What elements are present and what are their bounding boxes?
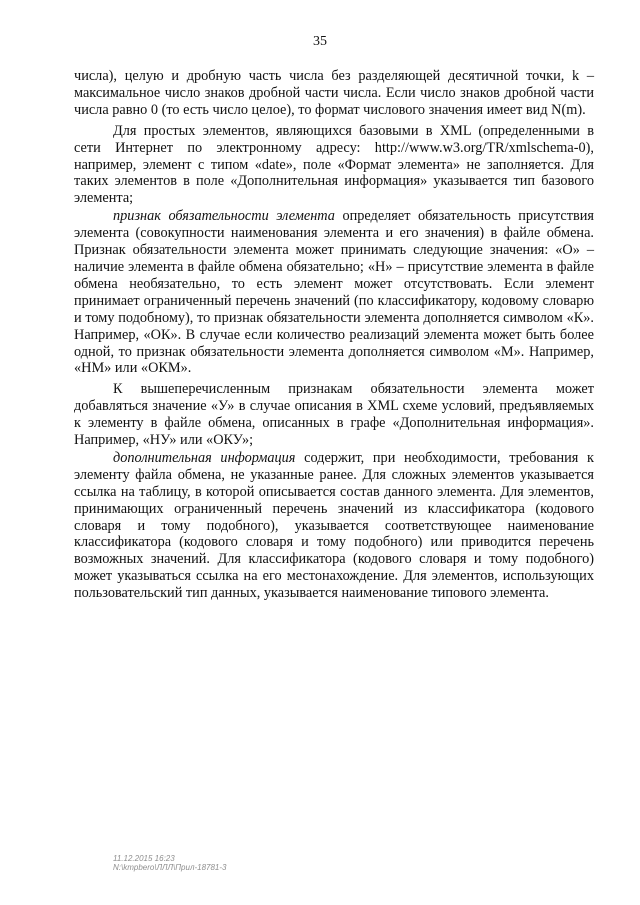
paragraph-text: содержит, при необходимости, требования к элементу файла обмена, не указанные ранее. Для сложных элементов указывается ссылка на таблицу, в которой описывается состав данного элемента. Для элементов, принимающих ограниченный перечень значений из классификатора (кодового словаря и тому подобного), указывается соответствующее наименование классификатора (кодового словаря и тому подобного) или приводится перечень возможных значений. Для классификатора (кодового словаря и тому подобного) может указываться ссылка на его местонахождение. Для элементов, использующих пользовательский тип данных, указывается наименование типового элемента. <box>74 449 594 602</box>
paragraph-text: числа), целую и дробную часть числа без разделяющей десятичной точки, k – максимальное число знаков дробной части числа. Если число знаков дробной части числа равно 0 (то есть число целое), то формат числового значения имеет вид N(m). <box>74 68 594 118</box>
paragraph-condition-flag <box>74 381 594 449</box>
page-number: 35 <box>313 34 327 49</box>
term-additional-info: дополнительная информация <box>113 449 296 466</box>
paragraph-mandatory-flag <box>74 208 594 377</box>
footer-stamp <box>113 854 226 872</box>
paragraph-xml-base-types <box>74 123 594 208</box>
paragraph-number-format <box>74 68 594 119</box>
term-mandatory-flag: признак обязательности элемента <box>113 208 335 225</box>
paragraph-text: К вышеперечисленным признакам обязательности элемента может добавляться значение «У» в случае описания в XML схеме условий, предъявляемых к элементу в файле обмена, описанных в графе «Дополнительная информация». Например, «НУ» или «ОКУ»; <box>74 381 594 449</box>
paragraph-additional-info <box>74 450 594 602</box>
footer-date: 11.12.2015 16:23 <box>113 854 175 863</box>
document-body <box>74 68 594 602</box>
paragraph-text: Для простых элементов, являющихся базовыми в XML (определенными в сети Интернет по электронному адресу: http://www.w3.org/TR/xmlschema-0), например, элемент с типом «date», поле «Формат элемента» не заполняется. Для таких элементов в поле «Дополнительная информация» указывается тип базового элемента; <box>74 122 594 207</box>
footer-file-path: N:\kmpbero\ЛЛЛ\Прил-18781-3 <box>113 863 227 872</box>
paragraph-text: определяет обязательность присутствия элемента (совокупности наименования элемента и его значения) в файле обмена. Признак обязательности элемента может принимать следующие значения: «О» – наличие элемента в файле обмена обязательно; «Н» – присутствие элемента в файле обмена необязательно, то есть элемент может отсутствовать. Если элемент принимает ограниченный перечень значений (по классификатору, кодовому словарю и тому подобному), то признак обязательности элемента дополняется символом «К». Например, «ОК». В случае если количество реализаций элемента может быть более одной, то признак обязательности элемента дополняется символом «М». Например, «НМ» или «ОКМ». <box>74 208 594 377</box>
